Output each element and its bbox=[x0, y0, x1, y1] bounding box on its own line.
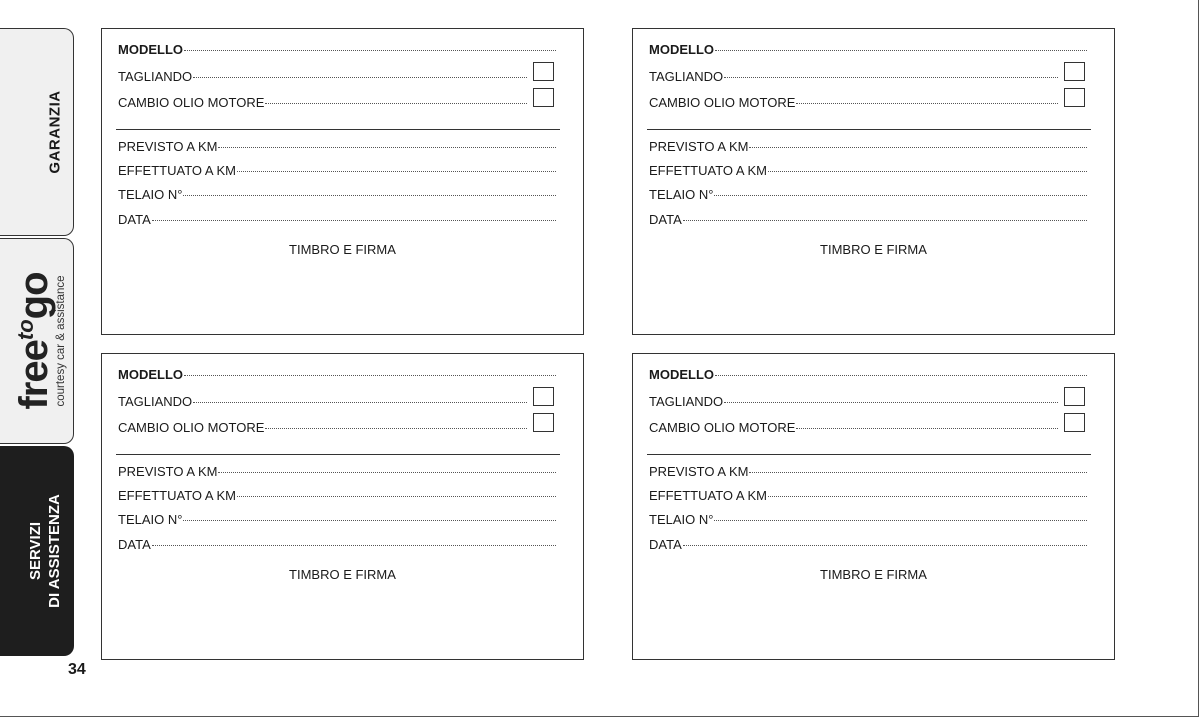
modello-field[interactable]: MODELLO bbox=[118, 42, 556, 58]
cambio-olio-checkbox[interactable] bbox=[1064, 413, 1085, 432]
data-field[interactable]: DATA bbox=[118, 212, 556, 228]
freetogo-subtitle: courtesy car & assistance bbox=[54, 275, 67, 407]
service-coupon-card bbox=[101, 28, 584, 335]
telaio-field[interactable]: TELAIO N° bbox=[649, 512, 1087, 528]
timbro-firma-label: TIMBRO E FIRMA bbox=[820, 242, 927, 257]
tagliando-field: TAGLIANDO bbox=[118, 69, 527, 85]
tagliando-checkbox[interactable] bbox=[1064, 62, 1085, 81]
divider bbox=[116, 129, 560, 130]
cambio-olio-checkbox[interactable] bbox=[533, 88, 554, 107]
previsto-km-field[interactable]: PREVISTO A KM bbox=[118, 139, 556, 155]
tab-servizi-di-assistenza[interactable] bbox=[0, 446, 74, 656]
service-coupon-card bbox=[632, 28, 1115, 335]
divider bbox=[116, 454, 560, 455]
cambio-olio-checkbox[interactable] bbox=[1064, 88, 1085, 107]
divider bbox=[647, 454, 1091, 455]
timbro-firma-label: TIMBRO E FIRMA bbox=[820, 567, 927, 582]
modello-field[interactable]: MODELLO bbox=[118, 367, 556, 383]
freetogo-brand: free$^{to}$go bbox=[11, 272, 56, 410]
tagliando-field: TAGLIANDO bbox=[118, 394, 527, 410]
telaio-field[interactable]: TELAIO N° bbox=[118, 512, 556, 528]
tagliando-field: TAGLIANDO bbox=[649, 69, 1058, 85]
data-field[interactable]: DATA bbox=[649, 537, 1087, 553]
tab-garanzia-label: GARANZIA bbox=[46, 90, 63, 174]
tab-garanzia[interactable] bbox=[0, 28, 74, 236]
effettuato-km-field[interactable]: EFFETTUATO A KM bbox=[118, 163, 556, 179]
cambio-olio-field: CAMBIO OLIO MOTORE bbox=[649, 420, 1058, 436]
previsto-km-field[interactable]: PREVISTO A KM bbox=[118, 464, 556, 480]
effettuato-km-field[interactable]: EFFETTUATO A KM bbox=[649, 488, 1087, 504]
cambio-olio-field: CAMBIO OLIO MOTORE bbox=[118, 95, 527, 111]
cambio-olio-checkbox[interactable] bbox=[533, 413, 554, 432]
page-number: 34 bbox=[68, 661, 86, 678]
service-coupon-card bbox=[101, 353, 584, 660]
timbro-firma-label: TIMBRO E FIRMA bbox=[289, 242, 396, 257]
timbro-firma-label: TIMBRO E FIRMA bbox=[289, 567, 396, 582]
data-field[interactable]: DATA bbox=[649, 212, 1087, 228]
tagliando-checkbox[interactable] bbox=[1064, 387, 1085, 406]
telaio-field[interactable]: TELAIO N° bbox=[649, 187, 1087, 203]
service-coupon-card bbox=[632, 353, 1115, 660]
telaio-field[interactable]: TELAIO N° bbox=[118, 187, 556, 203]
tagliando-checkbox[interactable] bbox=[533, 387, 554, 406]
modello-field[interactable]: MODELLO bbox=[649, 367, 1087, 383]
cambio-olio-field: CAMBIO OLIO MOTORE bbox=[118, 420, 527, 436]
freetogo-logo bbox=[6, 272, 68, 409]
tagliando-field: TAGLIANDO bbox=[649, 394, 1058, 410]
tagliando-checkbox[interactable] bbox=[533, 62, 554, 81]
previsto-km-field[interactable]: PREVISTO A KM bbox=[649, 139, 1087, 155]
effettuato-km-field[interactable]: EFFETTUATO A KM bbox=[118, 488, 556, 504]
data-field[interactable]: DATA bbox=[118, 537, 556, 553]
divider bbox=[647, 129, 1091, 130]
tab-freetogo[interactable] bbox=[0, 238, 74, 444]
modello-field[interactable]: MODELLO bbox=[649, 42, 1087, 58]
previsto-km-field[interactable]: PREVISTO A KM bbox=[649, 464, 1087, 480]
tab-servizi-label: SERVIZI DI ASSISTENZA bbox=[26, 494, 63, 608]
effettuato-km-field[interactable]: EFFETTUATO A KM bbox=[649, 163, 1087, 179]
cambio-olio-field: CAMBIO OLIO MOTORE bbox=[649, 95, 1058, 111]
